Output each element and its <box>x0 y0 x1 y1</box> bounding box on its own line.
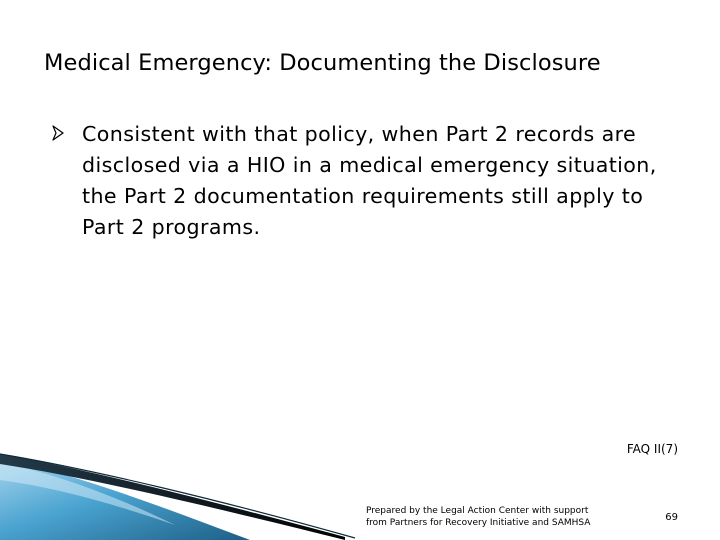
bullet-text: Consistent with that policy, when Part 2 records are disclosed via a HIO in a medical emergency situation, the Part 2 documentation requirements still apply to Part 2 programs. <box>82 122 657 239</box>
footer-credit <box>366 505 590 529</box>
faq-reference: FAQ II(7) <box>626 442 678 456</box>
page-number: 69 <box>665 512 678 523</box>
footer-credit-line-1: Prepared by the Legal Action Center with support <box>366 506 589 516</box>
decorative-swoosh <box>0 440 720 540</box>
slide-title: Medical Emergency: Documenting the Disclosure <box>44 50 601 76</box>
arrow-bullet-icon <box>52 125 64 141</box>
footer-credit-line-2: from Partners for Recovery Initiative and SAMHSA <box>366 518 591 528</box>
